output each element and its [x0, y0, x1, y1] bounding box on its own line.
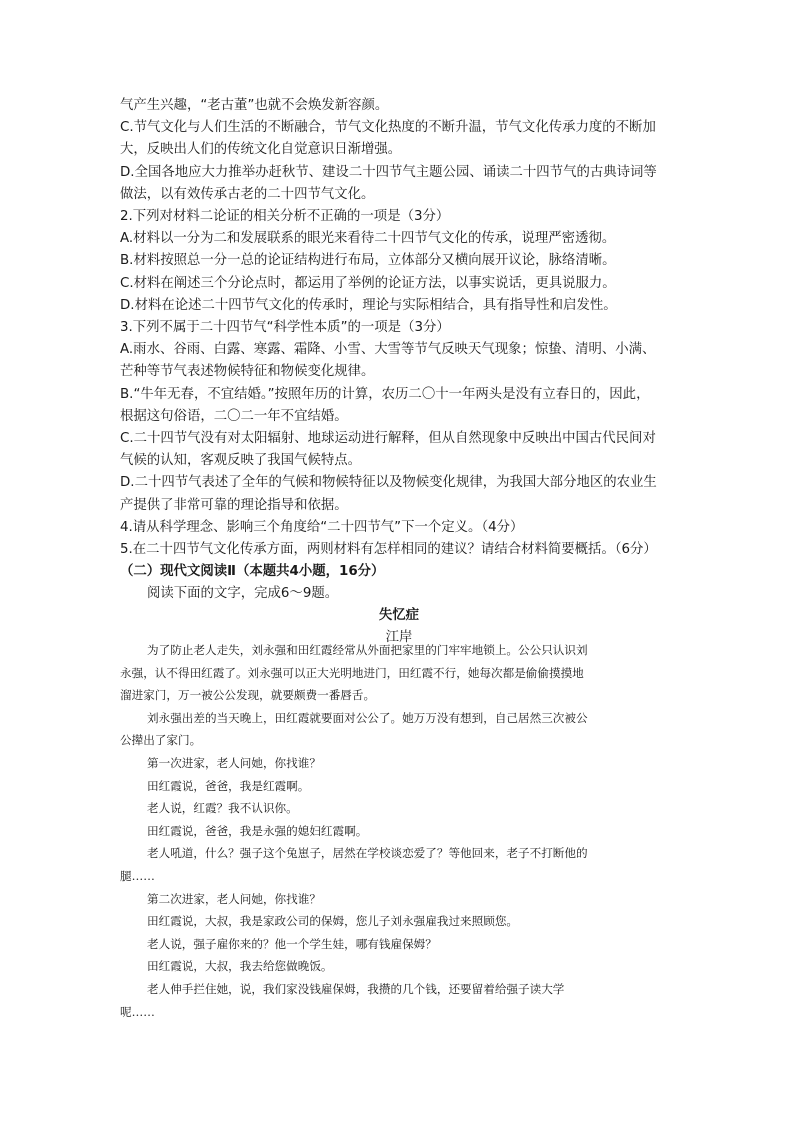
story-line: 田红霞说，大叔，我去给您做晚饭。	[147, 959, 333, 974]
option-d: D.二十四节气表述了全年的气候和物候特征以及物候变化规律，为我国大部分地区的农业生	[120, 475, 657, 491]
story-title: 失忆症	[378, 608, 420, 623]
option-c: C.材料在阐述三个分论点时，都运用了举例的论证方法，以事实说话，更具说服力。	[120, 275, 616, 291]
option-c: C.二十四节气没有对太阳辐射、地球运动进行解释，但从自然现象中反映出中国古代民间对	[120, 431, 656, 447]
story-line: 老人吼道，什么？强子这个兔崽子，居然在学校谈恋爱了？等他回来，老子不打断他的	[147, 846, 588, 861]
question-4: 4.请从科学理念、影响三个角度给“二十四节气”下一个定义。（4分）	[120, 519, 524, 535]
story-line: 田红霞说，爸爸，我是红霞啊。	[147, 778, 310, 793]
reading-section-header	[120, 561, 678, 605]
story-line: 为了防止老人走失，刘永强和田红霞经常从外面把家里的门牢牢地锁上。公公只认识刘	[147, 643, 588, 657]
story-line: 腿……	[120, 868, 155, 883]
text-line: 做法，以有效传承古老的二十四节气文化。	[120, 186, 375, 202]
text-line: 芒种等节气表述物候特征和物候变化规律。	[120, 364, 375, 380]
story-line: 田红霞说，爸爸，我是永强的媳妇红霞啊。	[147, 823, 368, 838]
story-line: 老人伸手拦住她，说，我们家没钱雇保姆，我攒的几个钱，还要留着给强子读大学	[147, 981, 565, 996]
story-line: 永强，认不得田红霞了。刘永强可以正大光明地进门，田红霞不行，她每次都是偷偷摸摸地	[120, 665, 584, 680]
text-line: 大，反映出人们的传统文化自觉意识日渐增强。	[120, 142, 402, 158]
text-line: 根据这句俗语，二〇二一年不宜结婚。	[120, 408, 348, 424]
option-a: A.材料以一分为二和发展联系的眼光来看待二十四节气文化的传承，说理严密透彻。	[120, 231, 616, 247]
text-line: D.全国各地应大力推举办赶秋节、建设二十四节气主题公园、诵读二十四节气的古典诗词等	[120, 164, 657, 180]
text-line: 产提供了非常可靠的理论指导和依据。	[120, 497, 348, 513]
text-line: 气产生兴趣，“老古董”也就不会焕发新容颜。	[120, 98, 389, 113]
question-3: 3.下列不属于二十四节气“科学性本质”的一项是（3分）	[120, 320, 450, 336]
option-a: A.雨水、谷雨、白露、寒露、霜降、小雪、大雪等节气反映天气现象；惊蛰、清明、小满、	[120, 342, 656, 358]
story-line: 呢……	[120, 1004, 155, 1019]
story-line: 老人说，强子雇你来的？他一个学生娃，哪有钱雇保姆？	[147, 936, 437, 951]
story-author: 江岸	[385, 630, 413, 646]
story-line: 第二次进家，老人问她，你找谁？	[147, 891, 321, 906]
story-body	[120, 639, 678, 1023]
story-line: 田红霞说，大叔，我是家政公司的保姆，您儿子刘永强雇我过来照顾您。	[147, 914, 519, 929]
story-line: 公撵出了家门。	[120, 733, 202, 748]
story-line: 刘永强出差的当天晚上，田红霞就要面对公公了。她万万没有想到，自己居然三次被公	[147, 710, 588, 725]
option-b: B.材料按照总一分一总的论证结构进行布局，立体部分又横向展开议论，脉络清晰。	[120, 253, 616, 269]
question-2: 2.下列对材料二论证的相关分析不正确的一项是（3分）	[120, 209, 450, 225]
story-line: 溜进家门，万一被公公发现，就要颇费一番唇舌。	[120, 688, 376, 703]
question-section	[120, 95, 678, 561]
question-5: 5.在二十四节气文化传承方面，两则材料有怎样相同的建议？请结合材料简要概括。（6分）	[120, 542, 657, 558]
section-heading: （二）现代文阅读Ⅱ（本题共4小题，16分）	[120, 564, 385, 579]
instruction-text: 阅读下面的文字，完成6～9题。	[147, 586, 339, 602]
story-line: 老人说，红霞？我不认识你。	[147, 801, 298, 816]
text-line: C.节气文化与人们生活的不断融合，节气文化热度的不断升温，节气文化传承力度的不断加	[120, 120, 656, 136]
option-b: B.“牛年无春，不宜结婚。”按照年历的计算，农历二〇十一年两头是没有立春日的，因此，	[120, 386, 650, 402]
text-line: 气候的认知，客观反映了我国气候特点。	[120, 453, 362, 469]
story-line: 第一次进家，老人问她，你找谁？	[147, 755, 321, 770]
option-d: D.材料在论述二十四节气文化的传承时，理论与实际相结合，具有指导性和启发性。	[120, 297, 617, 313]
